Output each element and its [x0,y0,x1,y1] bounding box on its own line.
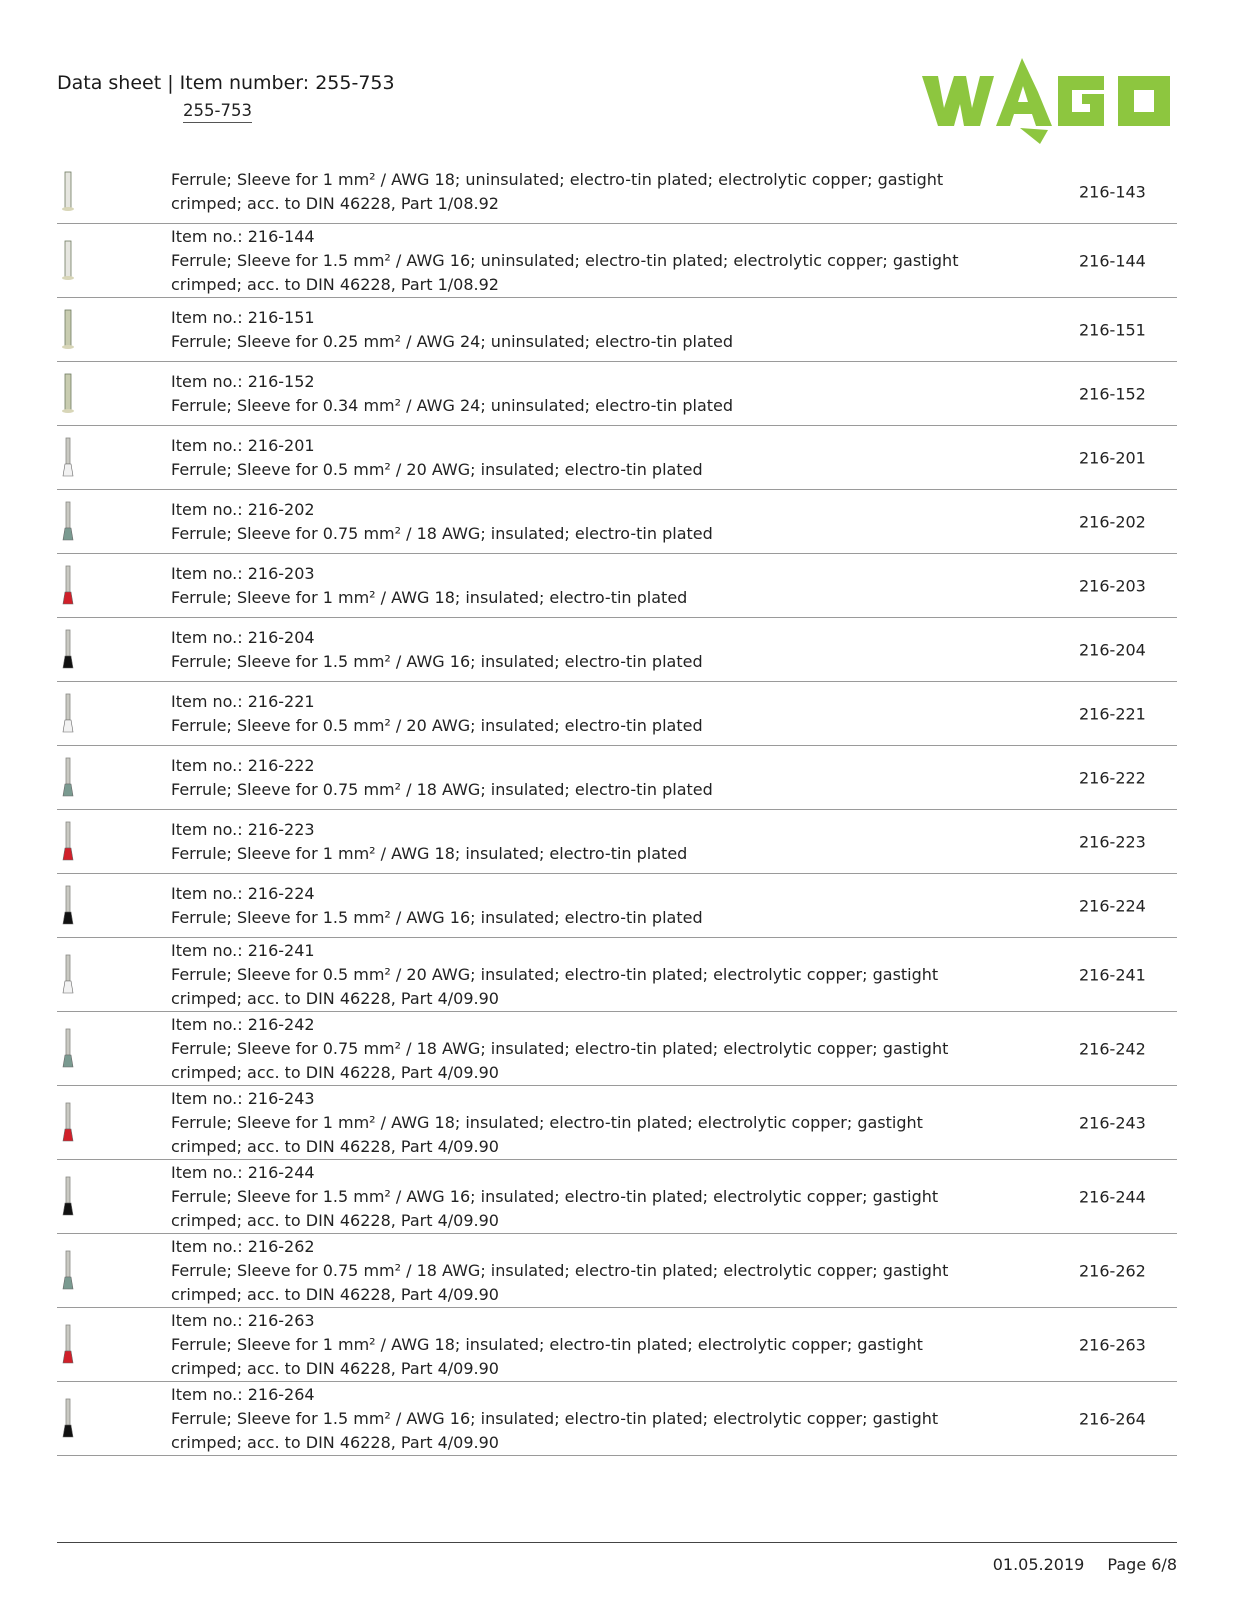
item-description-text: Ferrule; Sleeve for 1 mm² / AWG 18; insulated; electro-tin plated [171,843,688,863]
item-code: 216-264 [1079,1409,1146,1428]
item-number-label: Item no.: 216-222 [171,755,315,775]
table-row [57,298,1177,362]
table-row [57,160,1177,224]
item-code: 216-262 [1079,1261,1146,1280]
item-number-label: Item no.: 216-204 [171,627,315,647]
item-description [171,306,991,354]
ferrule-gray-icon [57,746,87,809]
item-description [171,1013,991,1085]
item-code: 216-151 [1079,320,1146,339]
item-description [171,818,991,866]
item-number-label: Item no.: 216-263 [171,1310,315,1330]
item-number-label: Item no.: 216-221 [171,691,315,711]
item-description-text: Ferrule; Sleeve for 0.5 mm² / 20 AWG; insulated; electro-tin plated [171,715,703,735]
ferrule-gray-icon [57,1234,87,1307]
item-code: 216-222 [1079,768,1146,787]
item-description [171,168,991,216]
item-description-text: Ferrule; Sleeve for 0.34 mm² / AWG 24; uninsulated; electro-tin plated [171,395,734,415]
item-description-text: Ferrule; Sleeve for 1.5 mm² / AWG 16; insulated; electro-tin plated; electrolytic copper; gastight crimped; acc. to DIN 46228, Part 4/09.90 [171,1186,939,1230]
item-description-text: Ferrule; Sleeve for 1 mm² / AWG 18; uninsulated; electro-tin plated; electrolytic copper; gastight crimped; acc. to DIN 46228, Part 1/08.92 [171,169,944,213]
item-number-label: Item no.: 216-242 [171,1014,315,1034]
item-number-label: Item no.: 216-223 [171,819,315,839]
item-code: 216-201 [1079,448,1146,467]
ferrule-red-icon [57,1308,87,1381]
table-row [57,618,1177,682]
item-code: 216-202 [1079,512,1146,531]
item-description [171,1087,991,1159]
item-number-label: Item no.: 216-203 [171,563,315,583]
item-description [171,498,991,546]
item-code: 216-144 [1079,251,1146,270]
table-row [57,746,1177,810]
item-description-text: Ferrule; Sleeve for 1.5 mm² / AWG 16; uninsulated; electro-tin plated; electrolytic copper; gastight crimped; acc. to DIN 46228, Part 1/08.92 [171,250,959,294]
item-code: 216-243 [1079,1113,1146,1132]
item-number-link[interactable]: 255-753 [183,101,252,123]
table-row [57,490,1177,554]
item-description-text: Ferrule; Sleeve for 1 mm² / AWG 18; insulated; electro-tin plated; electrolytic copper; gastight crimped; acc. to DIN 46228, Part 4/09.90 [171,1334,923,1378]
footer-date: 01.05.2019 [992,1555,1085,1574]
table-row [57,1308,1177,1382]
item-description-text: Ferrule; Sleeve for 1.5 mm² / AWG 16; insulated; electro-tin plated; electrolytic copper; gastight crimped; acc. to DIN 46228, Part 4/09.90 [171,1408,939,1452]
page-header-title: Data sheet | Item number: 255-753 [57,72,395,94]
item-code: 216-204 [1079,640,1146,659]
wago-logo-letters [922,58,1170,144]
item-description-text: Ferrule; Sleeve for 1 mm² / AWG 18; insulated; electro-tin plated; electrolytic copper; gastight crimped; acc. to DIN 46228, Part 4/09.90 [171,1112,923,1156]
item-code: 216-152 [1079,384,1146,403]
footer-divider [57,1542,1177,1543]
ferrule-black-icon [57,1382,87,1455]
table-row [57,1382,1177,1456]
item-description-text: Ferrule; Sleeve for 0.75 mm² / 18 AWG; insulated; electro-tin plated [171,779,713,799]
item-code: 216-143 [1079,182,1146,201]
ferrule-white-icon [57,682,87,745]
item-description [171,1235,991,1307]
item-number-label: Item no.: 216-243 [171,1088,315,1108]
item-description-text: Ferrule; Sleeve for 1 mm² / AWG 18; insulated; electro-tin plated [171,587,688,607]
item-description [171,1309,991,1381]
item-description [171,434,991,482]
ferrule-uninsulated-icon [57,362,87,425]
table-row [57,426,1177,490]
item-code: 216-244 [1079,1187,1146,1206]
footer-page-number: Page 6/8 [1107,1555,1177,1574]
item-description [171,225,991,297]
item-code: 216-223 [1079,832,1146,851]
item-description-text: Ferrule; Sleeve for 0.75 mm² / 18 AWG; insulated; electro-tin plated; electrolytic copper; gastight crimped; acc. to DIN 46228, Part 4/09.90 [171,1038,949,1082]
item-code: 216-224 [1079,896,1146,915]
item-description [171,1383,991,1455]
ferrule-white-icon [57,938,87,1011]
item-number-label: Item no.: 216-264 [171,1384,315,1404]
wago-logo [922,58,1178,144]
ferrule-black-icon [57,1160,87,1233]
item-number-label: Item no.: 216-224 [171,883,315,903]
item-number-label: Item no.: 216-241 [171,940,315,960]
item-description-text: Ferrule; Sleeve for 1.5 mm² / AWG 16; insulated; electro-tin plated [171,651,703,671]
item-number-label: Item no.: 216-202 [171,499,315,519]
accessories-table [57,160,1177,1456]
table-row [57,1160,1177,1234]
table-row [57,810,1177,874]
ferrule-gray-icon [57,490,87,553]
item-description-text: Ferrule; Sleeve for 0.5 mm² / 20 AWG; insulated; electro-tin plated; electrolytic copper; gastight crimped; acc. to DIN 46228, Part 4/09.90 [171,964,939,1008]
item-description [171,1161,991,1233]
table-row [57,224,1177,298]
item-code: 216-221 [1079,704,1146,723]
ferrule-uninsulated-icon [57,298,87,361]
item-description-text: Ferrule; Sleeve for 0.75 mm² / 18 AWG; insulated; electro-tin plated [171,523,713,543]
item-description [171,370,991,418]
item-description [171,626,991,674]
ferrule-uninsulated-icon [57,224,87,297]
table-row [57,682,1177,746]
table-row [57,1086,1177,1160]
item-code: 216-241 [1079,965,1146,984]
ferrule-gray-icon [57,1012,87,1085]
item-number-label: Item no.: 216-151 [171,307,315,327]
ferrule-red-icon [57,554,87,617]
ferrule-red-icon [57,1086,87,1159]
item-description [171,939,991,1011]
item-description [171,562,991,610]
item-description [171,690,991,738]
table-row [57,874,1177,938]
item-number-label: Item no.: 216-152 [171,371,315,391]
item-description-text: Ferrule; Sleeve for 0.5 mm² / 20 AWG; insulated; electro-tin plated [171,459,703,479]
page-footer [993,1555,1177,1574]
table-row [57,554,1177,618]
ferrule-black-icon [57,874,87,937]
ferrule-black-icon [57,618,87,681]
item-code: 216-263 [1079,1335,1146,1354]
item-description-text: Ferrule; Sleeve for 0.75 mm² / 18 AWG; insulated; electro-tin plated; electrolytic copper; gastight crimped; acc. to DIN 46228, Part 4/09.90 [171,1260,949,1304]
item-number-label: Item no.: 216-262 [171,1236,315,1256]
ferrule-red-icon [57,810,87,873]
table-row [57,1234,1177,1308]
item-description [171,882,991,930]
table-row [57,362,1177,426]
ferrule-uninsulated-icon [57,160,87,223]
item-code: 216-203 [1079,576,1146,595]
item-code: 216-242 [1079,1039,1146,1058]
table-row [57,938,1177,1012]
item-number-label: Item no.: 216-244 [171,1162,315,1182]
ferrule-white-icon [57,426,87,489]
item-description-text: Ferrule; Sleeve for 1.5 mm² / AWG 16; insulated; electro-tin plated [171,907,703,927]
table-row [57,1012,1177,1086]
item-description [171,754,991,802]
item-description-text: Ferrule; Sleeve for 0.25 mm² / AWG 24; uninsulated; electro-tin plated [171,331,734,351]
item-number-label: Item no.: 216-144 [171,226,315,246]
item-number-label: Item no.: 216-201 [171,435,315,455]
